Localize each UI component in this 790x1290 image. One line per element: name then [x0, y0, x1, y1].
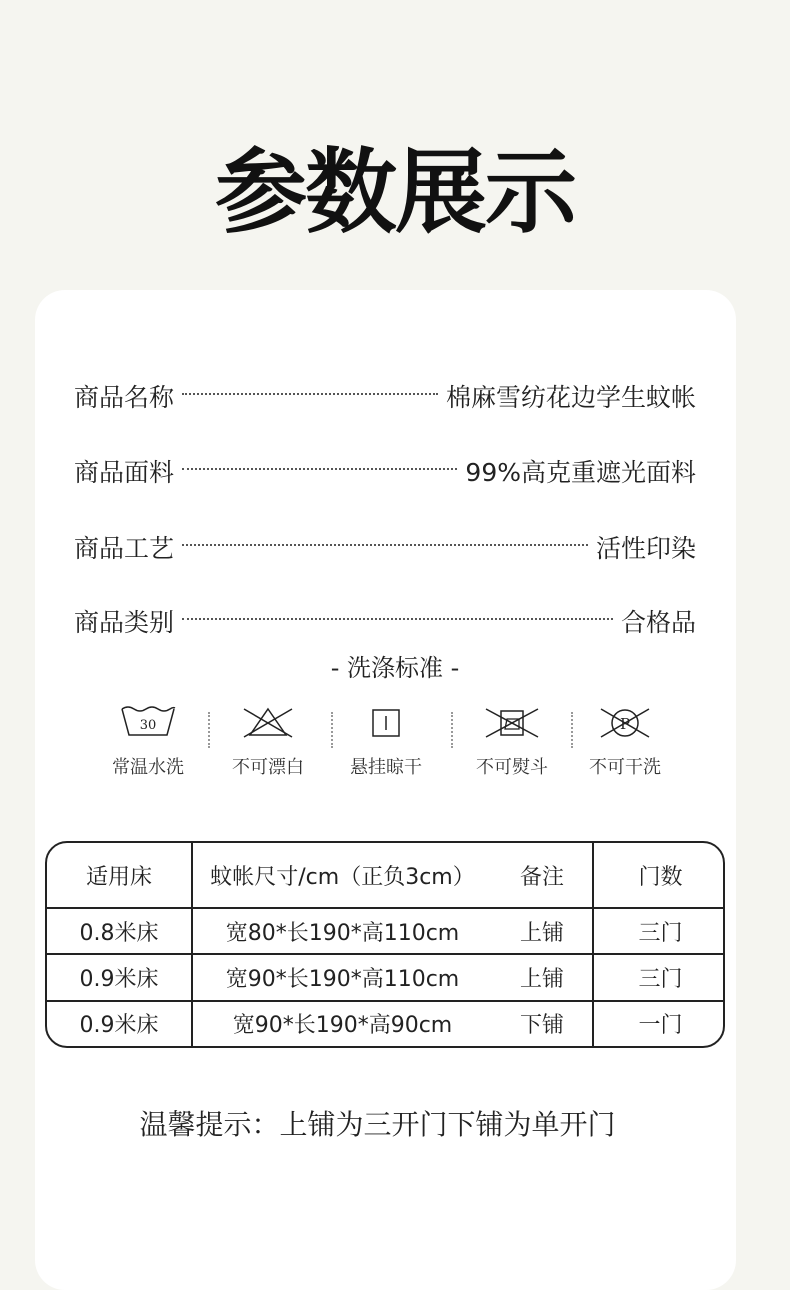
wash-label: 不可漂白: [232, 757, 304, 778]
dotted-leader: [182, 618, 613, 620]
param-label: 商品工艺: [74, 534, 175, 563]
wash-label: 常温水洗: [112, 757, 184, 778]
table-cell: 下铺: [492, 1001, 593, 1046]
wash-item-no-dry-clean: [565, 705, 685, 779]
warm-tip: 温馨提示：上铺为三开门下铺为单开门: [139, 1108, 616, 1141]
table-row: [47, 908, 725, 954]
table-cell: 三门: [593, 954, 725, 1000]
wash-item-normal: [88, 705, 208, 779]
table-cell: 宽90*长190*高110cm: [192, 954, 492, 1000]
size-table: [45, 841, 725, 1048]
table-header-row: [47, 843, 725, 908]
hang-dry-icon: [356, 705, 416, 739]
svg-text:30: 30: [139, 718, 157, 733]
table-cell: 三门: [593, 908, 725, 954]
table-cell: 宽80*长190*高110cm: [192, 908, 492, 954]
table-header: 备注: [492, 843, 593, 908]
table-header: 蚊帐尺寸/cm（正负3cm）: [192, 843, 492, 908]
dotted-leader: [182, 393, 438, 395]
param-row-fabric: [74, 451, 696, 491]
wash-item-no-bleach: [208, 705, 328, 779]
table-header: 适用床: [47, 843, 192, 908]
param-label: 商品类别: [74, 608, 175, 637]
wash-item-no-iron: [452, 705, 572, 779]
param-label: 商品名称: [74, 383, 175, 412]
dotted-leader: [182, 468, 457, 470]
param-value: 活性印染: [595, 534, 696, 563]
svg-text:P: P: [619, 715, 631, 733]
table-cell: 宽90*长190*高90cm: [192, 1001, 492, 1046]
no-iron-icon: [482, 705, 542, 739]
table-row: [47, 1001, 725, 1046]
param-label: 商品面料: [74, 458, 175, 487]
page-title: 参数展示: [214, 139, 575, 246]
table-cell: 一门: [593, 1001, 725, 1046]
wash-label: 不可干洗: [589, 757, 661, 778]
param-row-craft: [74, 527, 696, 567]
param-value: 99%高克重遮光面料: [465, 458, 696, 487]
table-cell: 0.9米床: [47, 954, 192, 1000]
param-row-name: [74, 376, 696, 416]
param-row-category: [74, 601, 696, 641]
no-dry-clean-icon: [595, 705, 655, 739]
table-header: 门数: [593, 843, 725, 908]
no-bleach-icon: [238, 705, 298, 739]
table-row: [47, 954, 725, 1000]
param-value: 合格品: [620, 608, 696, 637]
table-cell: 上铺: [492, 908, 593, 954]
wash-label: 悬挂晾干: [350, 757, 422, 778]
table-cell: 0.8米床: [47, 908, 192, 954]
param-value: 棉麻雪纺花边学生蚊帐: [445, 383, 696, 412]
table-cell: 0.9米床: [47, 1001, 192, 1046]
wash-label: 不可熨斗: [476, 757, 548, 778]
wash-standard-title: - 洗涤标准 -: [330, 654, 460, 682]
wash-item-hang-dry: [326, 705, 446, 779]
wash-30-icon: [118, 705, 178, 739]
table-cell: 上铺: [492, 954, 593, 1000]
dotted-leader: [182, 544, 588, 546]
